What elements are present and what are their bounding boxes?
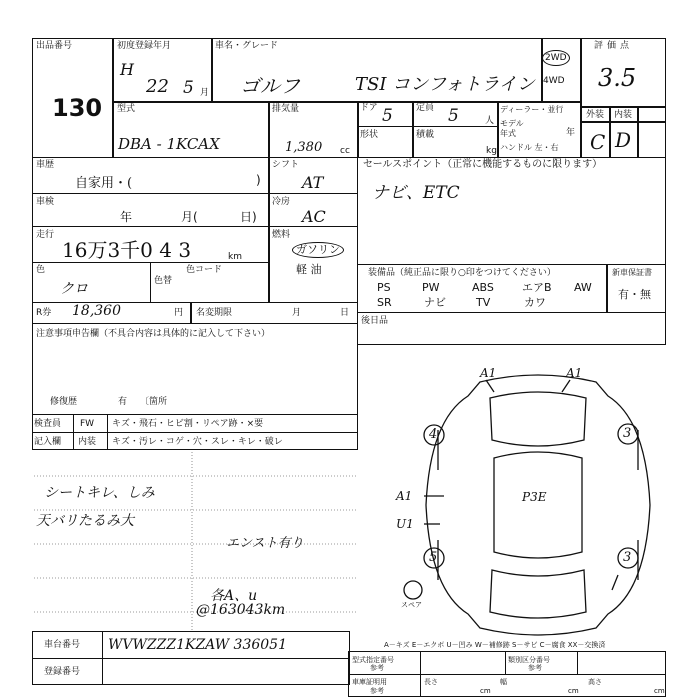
displacement-label: 排気量 [272, 104, 300, 114]
doors-label: ドア [360, 103, 378, 113]
sales-point-text: ナビ、ETC [372, 183, 460, 203]
equip-abs: ABS [472, 281, 494, 294]
note-mileage: @163043km [196, 602, 286, 618]
shape-label: 形状 [360, 130, 379, 140]
chassis-label: 車台番号 [44, 640, 81, 650]
ref-3: 参考 [370, 687, 384, 695]
mark-front-left-wheel: 4 [429, 427, 438, 442]
load-label: 積載 [416, 130, 435, 140]
model-code: DBA - 1KCAX [118, 135, 220, 153]
color-value: クロ [60, 281, 88, 297]
mileage: 16万3千0 4 3 [62, 238, 192, 262]
car-name: ゴルフ [240, 74, 300, 98]
fw-items: キズ・飛石・ヒビ割・リペア跡・×要 [112, 419, 264, 429]
ref-2: 参考 [528, 664, 542, 672]
equip-ps: PS [377, 281, 391, 294]
mark-a1-front-left: A1 [480, 366, 497, 380]
inspector-label-1: 検査員 [34, 419, 62, 429]
equip-airbag: エアB [522, 281, 552, 294]
doors: 5 [382, 106, 393, 126]
grade: TSI コンフォトライン [355, 74, 535, 95]
width-cm: cm [568, 687, 579, 695]
mark-u1-left-side: U1 [396, 517, 414, 531]
repair-value: 有 [118, 397, 128, 407]
model-label: 型式 [117, 104, 136, 114]
handle-label: ハンドル 左・右 [500, 143, 559, 152]
shift-label: シフト [272, 160, 300, 170]
name-grade-label: 車名・グレード [215, 41, 279, 51]
inspector-label-2: 記入欄 [34, 437, 62, 447]
length-label: 長さ [424, 678, 438, 686]
damage-legend: A－キズ E－エクボ U－凹み W－補修跡 S－サビ C－腐食 XX－交換済 [384, 641, 606, 649]
equip-leather: カワ [524, 296, 546, 309]
chassis-no: WVWZZZ1KZAW 336051 [108, 637, 287, 653]
eval-score: 3.5 [598, 64, 637, 92]
rear-label: 後日品 [361, 316, 389, 326]
spare-label: スペア [401, 601, 422, 609]
warranty-label: 新車保証書 [612, 268, 652, 277]
exterior-label: 外装 [586, 110, 605, 120]
mark-a1-front-right: A1 [566, 366, 583, 380]
fuel-gas: ガソリン [292, 242, 344, 258]
history-label: 車歴 [36, 160, 55, 170]
first-reg-label: 初度登録年月 [117, 41, 172, 51]
km-unit: km [228, 252, 242, 262]
mileage-label: 走行 [36, 230, 55, 240]
height-cm: cm [654, 687, 665, 695]
nc-month: 月 [292, 308, 302, 318]
history-value: 自家用・( [75, 176, 133, 191]
ac-value: AC [302, 207, 326, 226]
note-seat: シートキレ、しみ [44, 485, 155, 501]
dealer-label: ディーラー・並行 [500, 105, 564, 114]
repair-part: 〔箇所 [140, 397, 168, 407]
note-stall: エンスト有り [226, 536, 304, 551]
repair-label: 修復歴 [50, 397, 78, 407]
person-unit: 人 [485, 116, 495, 126]
recycle-label: R券 [36, 308, 52, 318]
cert-label: 車庫証明用 [352, 678, 387, 686]
kg-unit: kg [486, 146, 497, 156]
color-change-label: 色替 [154, 276, 173, 286]
reg-no-label: 登録番号 [44, 667, 81, 677]
equip-pw: PW [422, 281, 440, 294]
warranty-value: 有・無 [618, 288, 651, 301]
displacement: 1,380 [285, 140, 323, 155]
color-code-label: 色コード [186, 265, 223, 275]
reg-era: H [120, 60, 134, 79]
history-close: ) [256, 173, 261, 187]
fuel-oil: 軽 油 [296, 263, 322, 276]
mark-front-right-wheel: 3 [623, 426, 632, 441]
nc-day: 日 [340, 308, 350, 318]
note-various: 各A、u [210, 588, 258, 604]
interior-item-label: 内装 [78, 437, 97, 447]
equip-tv: TV [476, 296, 491, 309]
inspection-month: 月( [181, 210, 198, 224]
eval-label: 評価点 [594, 41, 634, 51]
inspection-year: 年 [120, 210, 133, 224]
shift-value: AT [302, 173, 324, 192]
drive-2wd: 2WD [542, 50, 570, 66]
type-designation-label: 型式指定番号 [352, 656, 394, 664]
cc-unit: cc [340, 146, 350, 156]
equipment-label: 装備品（純正品に限り○印をつけてください） [368, 268, 556, 278]
recycle-value: 18,360 [72, 303, 121, 319]
color-label: 色 [36, 265, 46, 275]
ref-1: 参考 [370, 664, 384, 672]
sales-point-label: セールスポイント（正常に機能するものに限ります） [363, 159, 603, 170]
name-change-label: 名変期限 [196, 308, 233, 318]
ac-label: 冷房 [272, 197, 291, 207]
year-unit: 年 [566, 128, 576, 138]
reg-year: 22 [146, 76, 169, 97]
capacity: 5 [448, 106, 459, 126]
fw-label: FW [80, 419, 95, 429]
mark-roof: P3E [522, 490, 547, 504]
inspection-label: 車検 [36, 197, 55, 207]
reg-month: 5 [183, 78, 194, 98]
equip-aw: AW [574, 281, 592, 294]
equip-sr: SR [377, 296, 392, 309]
reg-month-unit: 月 [200, 88, 210, 98]
class-label: 類別区分番号 [508, 656, 550, 664]
fuel-label: 燃料 [272, 230, 291, 240]
note-headliner: 天バリたるみ大 [36, 513, 134, 529]
width-label: 幅 [500, 678, 507, 686]
yen-unit: 円 [174, 308, 184, 318]
exterior-grade: C [590, 130, 606, 154]
interior-items: キズ・汚レ・コゲ・穴・スレ・キレ・破レ [112, 437, 283, 447]
mark-rear-right-wheel: 3 [623, 550, 632, 565]
notes-label: 注意事項申告欄（不具合内容は具体的に記入して下さい） [36, 329, 271, 339]
interior-grade: D [615, 128, 632, 152]
mark-a1-left-side: A1 [396, 489, 413, 503]
drive-4wd: 4WD [543, 76, 565, 86]
length-cm: cm [480, 687, 491, 695]
inspection-day: 日) [240, 210, 257, 224]
lot-no-label: 出品番号 [36, 41, 73, 51]
mark-rear-left-wheel: 5 [429, 550, 438, 565]
interior-label: 内装 [614, 110, 633, 120]
capacity-label: 定員 [416, 103, 435, 113]
equip-navi: ナビ [424, 296, 446, 309]
height-label: 高さ [588, 678, 602, 686]
model-year-label: モデル年式 [500, 119, 524, 138]
lot-no: 130 [52, 94, 103, 122]
